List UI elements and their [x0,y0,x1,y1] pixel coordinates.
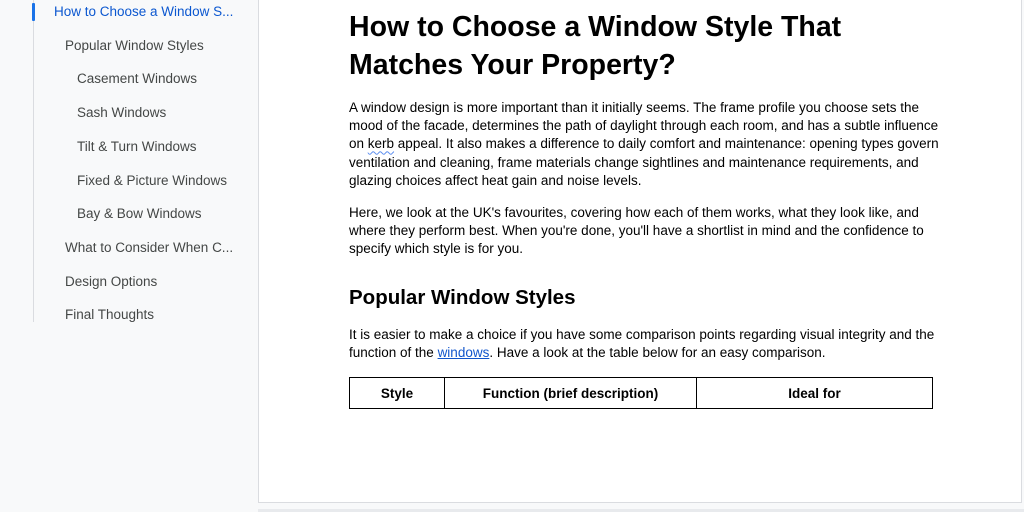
intro-p1-text-after: appeal. It also makes a difference to daily comfort and maintenance: opening types govern ventilation and cleaning, frame materials change sightlines and maintenance requirements, and glazing choices affect heat gain and noise levels. [349,136,939,188]
outline-item-tilt-turn-windows[interactable]: Tilt & Turn Windows [77,139,197,154]
table-header-ideal-for[interactable]: Ideal for [697,378,933,409]
outline-item-what-to-consider[interactable]: What to Consider When C... [65,240,234,255]
outline-item-final-thoughts[interactable]: Final Thoughts [65,307,155,322]
outline-active-indicator [32,3,35,21]
windows-link[interactable]: windows [437,344,490,360]
table-header-function[interactable]: Function (brief description) [445,378,697,409]
outline-item-sash-windows[interactable]: Sash Windows [77,105,167,120]
outline-item-casement-windows[interactable]: Casement Windows [77,71,198,86]
document-content[interactable] [349,8,939,409]
outline-item-bay-bow-windows[interactable]: Bay & Bow Windows [77,206,202,221]
spellcheck-flagged-word[interactable]: kerb [367,136,395,152]
outline-item-popular-window-styles[interactable]: Popular Window Styles [65,38,204,53]
intro-paragraph-1 [349,99,939,190]
intro-p1-text-before: A window design is more important than it initially seems. The frame profile you choose sets the mood of the facade, determines the path of daylight through each room, and has a subtle influence on [349,100,939,152]
outline-track [33,0,34,322]
comparison-table [349,377,933,409]
table-header-row [350,378,933,409]
section-paragraph [349,326,939,362]
table-header-style[interactable]: Style [350,378,445,409]
document-outline [0,0,258,512]
document-title: How to Choose a Window Style That Matches Your Property? [349,11,842,81]
section-p-text-after: . Have a look at the table below for an easy comparison. [489,344,826,360]
outline-item-fixed-picture-windows[interactable]: Fixed & Picture Windows [77,173,228,188]
section-heading-popular-window-styles: Popular Window Styles [349,285,576,309]
outline-item-how-to-choose[interactable]: How to Choose a Window S... [54,4,234,19]
intro-paragraph-2: Here, we look at the UK's favourites, covering how each of them works, what they look like, and where they perform best. When you're done, you'll have a shortlist in mind and the confidence to specify which style is for you. [349,205,924,257]
outline-item-design-options[interactable]: Design Options [65,274,158,289]
section-p-text-before: It is easier to make a choice if you have some comparison points regarding visual integrity and the function of the [349,326,935,360]
